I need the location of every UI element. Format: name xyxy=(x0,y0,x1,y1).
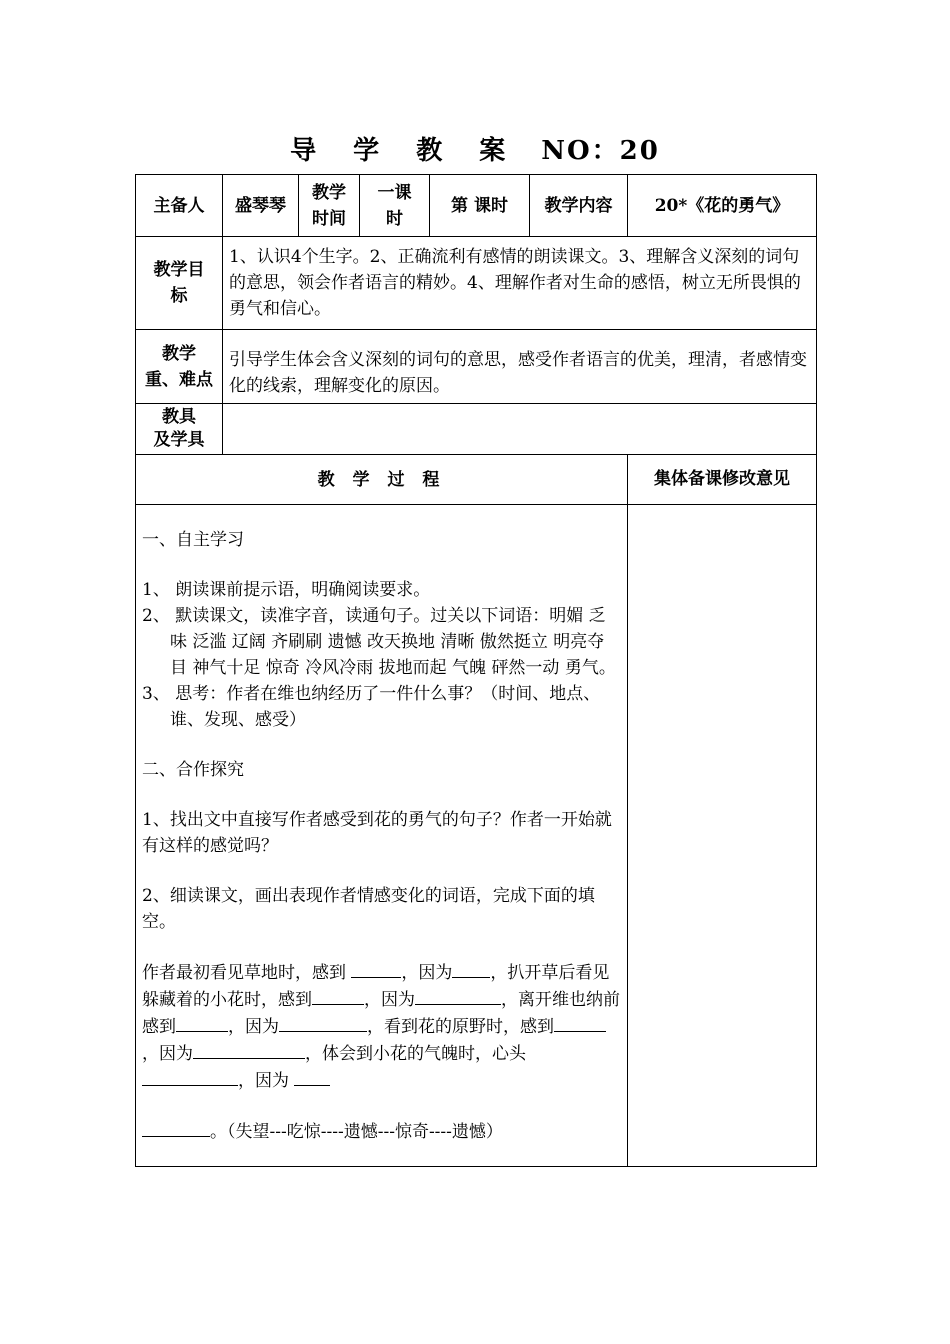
fill-blank[interactable] xyxy=(312,986,364,1005)
fill-text: 作者最初看见草地时，感到 xyxy=(142,962,352,983)
goals-row xyxy=(136,237,817,330)
lesson-plan-table xyxy=(135,174,817,1167)
revision-header-label: 集体备课修改意见 xyxy=(628,455,817,505)
fill-text: ，因为 xyxy=(364,989,415,1010)
fill-text: ，看到花的原野时，感到 xyxy=(367,1016,554,1037)
fill-blank[interactable] xyxy=(142,1118,210,1137)
time-label: 教学 时间 xyxy=(299,175,360,237)
period-label: 第 课时 xyxy=(430,175,530,237)
fill-text: ，因为 xyxy=(142,1043,193,1064)
fill-blank[interactable] xyxy=(294,1067,330,1086)
fill-blank[interactable] xyxy=(415,986,501,1005)
goals-label: 教学目 标 xyxy=(136,237,223,330)
answer-line xyxy=(142,1118,621,1145)
section-cooperation-title: 二、合作探究 xyxy=(142,759,244,780)
self-study-item-1: 1、 朗读课前提示语，明确阅读要求。 xyxy=(142,579,431,600)
fill-text: ，因为 xyxy=(238,1070,295,1091)
cooperation-question-1: 1、找出文中直接写作者感受到花的勇气的句子？作者一开始就有这样的感觉吗？ xyxy=(142,809,612,856)
content-label: 教学内容 xyxy=(530,175,628,237)
fill-text: ，因为 xyxy=(228,1016,279,1037)
fill-text: ，离开维也纳前感到 xyxy=(142,989,620,1037)
cooperation-question-2: 2、细读课文，画出表现作者情感变化的词语，完成下面的填空。 xyxy=(142,885,595,932)
fill-blank[interactable] xyxy=(554,1013,606,1032)
process-content xyxy=(136,505,628,1167)
preparer-label: 主备人 xyxy=(136,175,223,237)
header-row xyxy=(136,175,817,237)
fill-text: ，因为 xyxy=(401,962,453,983)
answer-text: 。（失望---吃惊----遗憾---惊奇----遗憾） xyxy=(210,1121,503,1142)
fill-blank[interactable] xyxy=(279,1013,367,1032)
revision-notes-cell[interactable] xyxy=(628,505,817,1167)
key-points-text: 引导学生体会含义深刻的词句的意思，感受作者语言的优美，理清，者感情变化的线索，理解变化的原因。 xyxy=(223,330,817,404)
process-header-label: 教 学 过 程 xyxy=(136,455,628,505)
fill-blank[interactable] xyxy=(193,1040,305,1059)
process-row xyxy=(136,505,817,1167)
fill-blank[interactable] xyxy=(351,959,401,978)
self-study-item-3: 3、 思考：作者在维也纳经历了一件什么事？（时间、地点、谁、发现、感受） xyxy=(142,683,601,730)
title-main: 导 学 教 案 xyxy=(290,136,520,166)
fill-text: ，体会到小花的气魄时，心头 xyxy=(305,1043,526,1064)
period-count: 一课 时 xyxy=(360,175,430,237)
fill-blank[interactable] xyxy=(176,1013,228,1032)
materials-text xyxy=(223,404,817,455)
self-study-item-2: 2、 默读课文，读准字音，读通句子。过关以下词语：明媚 乏味 泛滥 辽阔 齐刷刷 遗憾 改天换地 清晰 傲然挺立 明亮夺目 神气十足 惊奇 冷风冷雨 拔地而起 气魄 砰然一动 勇气。 xyxy=(142,605,616,678)
fill-blank[interactable] xyxy=(452,959,490,978)
content-value: 20*《花的勇气》 xyxy=(628,175,817,237)
fill-in-paragraph xyxy=(142,959,621,1094)
key-points-label: 教学 重、难点 xyxy=(136,330,223,404)
materials-label: 教具 及学具 xyxy=(136,404,223,455)
goals-text: 1、认识4个生字。2、正确流利有感情的朗读课文。3、理解含义深刻的词句的意思，领会作者语言的精妙。4、理解作者对生命的感悟，树立无所畏惧的勇气和信心。 xyxy=(223,237,817,330)
process-header-row xyxy=(136,455,817,505)
materials-row xyxy=(136,404,817,455)
key-points-row xyxy=(136,330,817,404)
fill-text: ，扒开草后看见躲藏着的小花时，感到 xyxy=(142,962,610,1010)
section-self-study-title: 一、自主学习 xyxy=(142,529,244,550)
fill-blank[interactable] xyxy=(142,1067,238,1086)
preparer-name: 盛琴琴 xyxy=(223,175,299,237)
page-title xyxy=(0,130,950,167)
title-number: NO：20 xyxy=(541,136,660,166)
